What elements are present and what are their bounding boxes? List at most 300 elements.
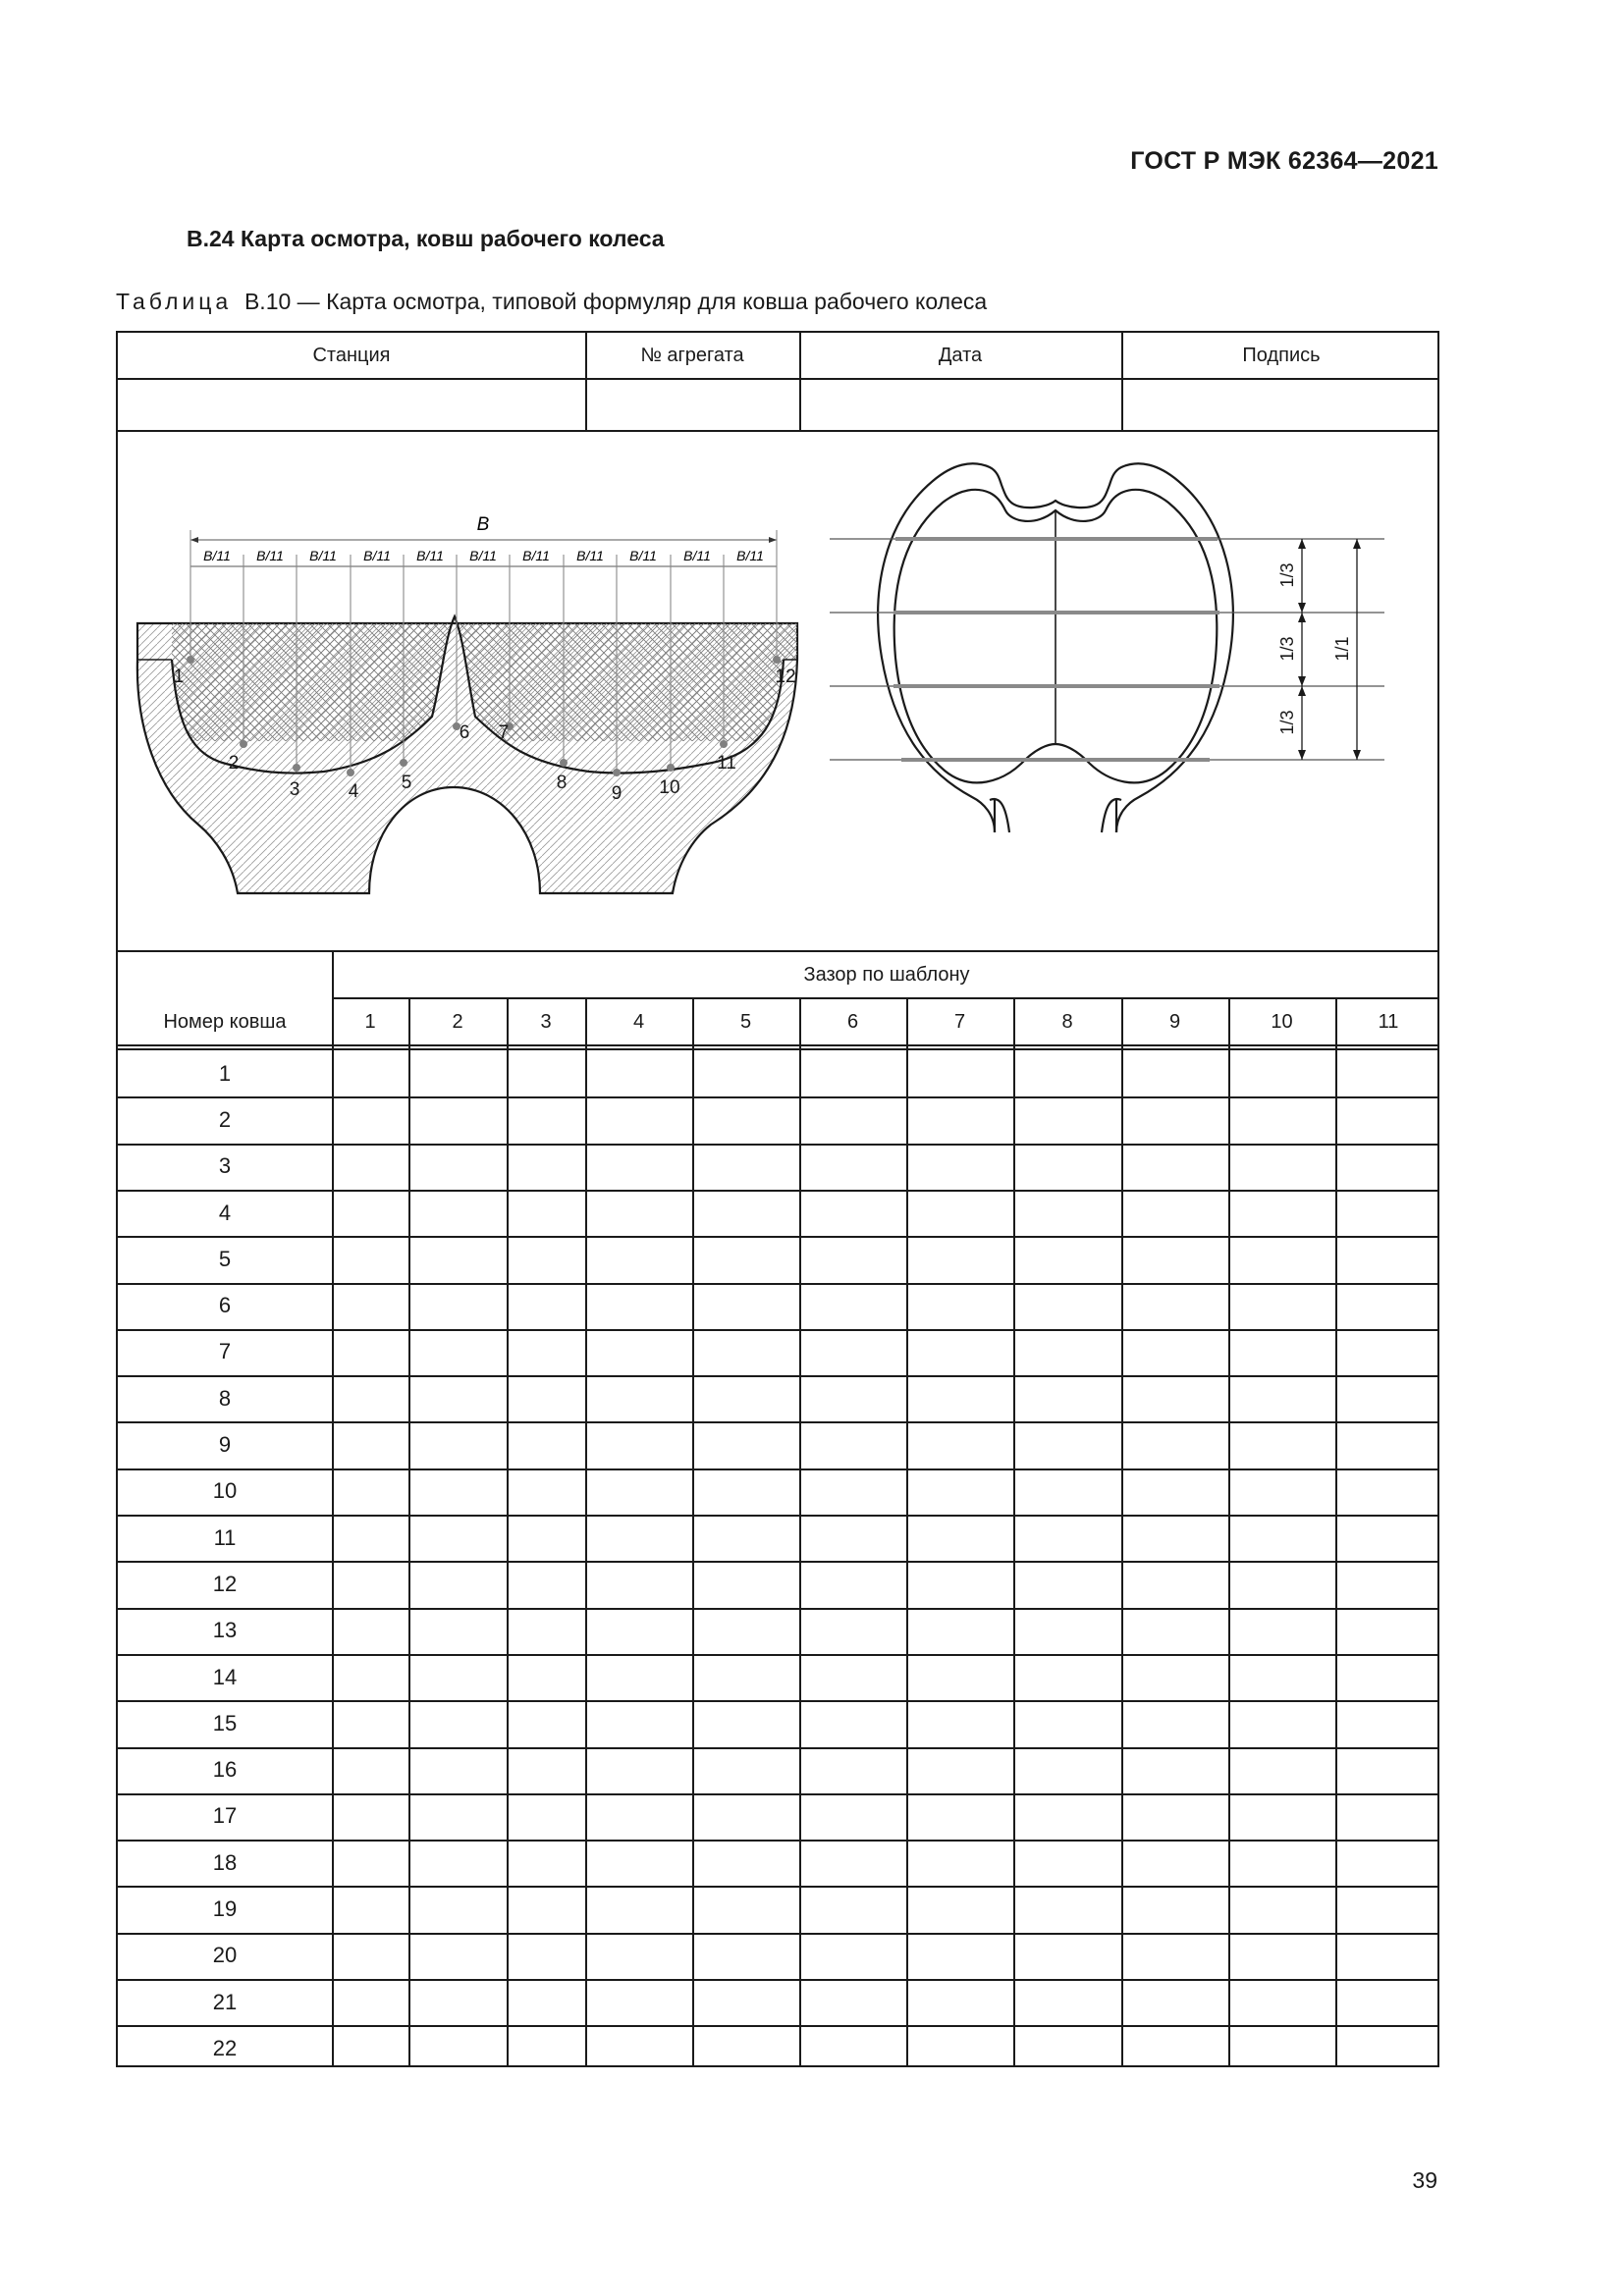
gap-entry-cell[interactable] [1335, 1979, 1441, 2025]
gap-entry-cell[interactable] [799, 1561, 906, 1607]
gap-entry-cell[interactable] [799, 1933, 906, 1979]
gap-entry-cell[interactable] [1013, 1747, 1121, 1793]
gap-entry-cell[interactable] [1335, 1236, 1441, 1282]
header-unit-number: № агрегата [640, 344, 744, 366]
gap-entry-cell[interactable] [585, 1096, 692, 1143]
gap-entry-cell[interactable] [906, 1468, 1013, 1515]
gap-entry-cell[interactable] [1335, 1283, 1441, 1329]
gap-entry-cell[interactable] [799, 1654, 906, 1700]
gap-entry-cell[interactable] [507, 1608, 585, 1654]
division-label-1: В/11 [203, 548, 231, 563]
division-label-2: В/11 [256, 548, 284, 563]
gap-entry-cell[interactable] [692, 1793, 799, 1840]
gap-entry-cell[interactable] [1013, 1190, 1121, 1236]
gap-entry-cell[interactable] [585, 1190, 692, 1236]
gap-entry-cell[interactable] [1228, 1608, 1335, 1654]
gap-entry-cell[interactable] [1013, 1144, 1121, 1190]
document-standard-header: ГОСТ Р МЭК 62364—2021 [1130, 147, 1438, 175]
gap-entry-cell[interactable] [585, 1515, 692, 1561]
gap-entry-cell[interactable] [332, 1050, 408, 1096]
gap-entry-cell[interactable] [1013, 1421, 1121, 1468]
gap-entry-cell[interactable] [692, 1283, 799, 1329]
gap-entry-cell[interactable] [1121, 1468, 1228, 1515]
gap-entry-cell[interactable] [692, 1747, 799, 1793]
gap-entry-cell[interactable] [1013, 2025, 1121, 2071]
gap-entry-cell[interactable] [507, 1840, 585, 1886]
gap-entry-cell[interactable] [906, 1236, 1013, 1282]
point-label-12: 12 [775, 667, 796, 687]
gap-entry-cell[interactable] [585, 1375, 692, 1421]
bucket-row-number: 18 [212, 1849, 238, 1875]
gap-entry-cell[interactable] [585, 1421, 692, 1468]
gap-entry-cell[interactable] [1121, 1840, 1228, 1886]
gap-entry-cell[interactable] [692, 1933, 799, 1979]
gap-entry-cell[interactable] [692, 1979, 799, 2025]
gap-entry-cell[interactable] [408, 1700, 507, 1746]
gap-entry-cell[interactable] [1228, 1793, 1335, 1840]
gap-entry-cell[interactable] [507, 1190, 585, 1236]
gap-entry-cell[interactable] [906, 1050, 1013, 1096]
gap-entry-cell[interactable] [332, 1700, 408, 1746]
gap-entry-cell[interactable] [585, 1840, 692, 1886]
gap-template-group-header: Зазор по шаблону [803, 963, 970, 986]
gap-entry-cell[interactable] [507, 1421, 585, 1468]
gap-entry-cell[interactable] [1121, 1654, 1228, 1700]
gap-entry-cell[interactable] [799, 1050, 906, 1096]
gap-entry-cell[interactable] [906, 1283, 1013, 1329]
gap-entry-cell[interactable] [906, 1840, 1013, 1886]
gap-entry-cell[interactable] [507, 1793, 585, 1840]
gap-entry-cell[interactable] [408, 1654, 507, 1700]
bucket-row-number: 15 [212, 1710, 238, 1735]
gap-entry-cell[interactable] [1228, 1933, 1335, 1979]
gap-entry-cell[interactable] [332, 1608, 408, 1654]
gap-entry-cell[interactable] [906, 1654, 1013, 1700]
gap-entry-cell[interactable] [692, 1096, 799, 1143]
gap-entry-cell[interactable] [906, 1515, 1013, 1561]
gap-entry-cell[interactable] [507, 1236, 585, 1282]
gap-entry-cell[interactable] [1013, 1329, 1121, 1375]
gap-entry-cell[interactable] [1228, 1886, 1335, 1932]
gap-entry-cell[interactable] [408, 1793, 507, 1840]
gap-entry-cell[interactable] [1228, 1515, 1335, 1561]
gap-entry-cell[interactable] [906, 1747, 1013, 1793]
gap-entry-cell[interactable] [692, 1515, 799, 1561]
gap-entry-cell[interactable] [799, 2025, 906, 2071]
gap-entry-cell[interactable] [1121, 1096, 1228, 1143]
gap-entry-cell[interactable] [408, 1050, 507, 1096]
bucket-row-number: 9 [218, 1432, 232, 1458]
header-signature: Подпись [1242, 344, 1321, 366]
gap-entry-cell[interactable] [799, 1700, 906, 1746]
column-number-header: 1 [364, 1010, 376, 1033]
bucket-row-number: 1 [218, 1060, 232, 1086]
gap-entry-cell[interactable] [1013, 1468, 1121, 1515]
gap-entry-cell[interactable] [408, 1515, 507, 1561]
gap-entry-cell[interactable] [692, 1190, 799, 1236]
gap-entry-cell[interactable] [1335, 1933, 1441, 1979]
gap-entry-cell[interactable] [1013, 1515, 1121, 1561]
gap-entry-cell[interactable] [408, 1190, 507, 1236]
gap-entry-cell[interactable] [799, 1979, 906, 2025]
gap-entry-cell[interactable] [1121, 1329, 1228, 1375]
point-label-9: 9 [611, 783, 623, 804]
gap-entry-cell[interactable] [332, 1886, 408, 1932]
gap-entry-cell[interactable] [799, 1190, 906, 1236]
gap-entry-cell[interactable] [1013, 1654, 1121, 1700]
gap-entry-cell[interactable] [1121, 1793, 1228, 1840]
gap-entry-cell[interactable] [1121, 1236, 1228, 1282]
gap-entry-cell[interactable] [692, 1144, 799, 1190]
gap-entry-cell[interactable] [1121, 1421, 1228, 1468]
gap-entry-cell[interactable] [585, 1933, 692, 1979]
division-label-9: В/11 [629, 548, 657, 563]
gap-entry-cell[interactable] [332, 1283, 408, 1329]
gap-entry-cell[interactable] [1335, 1700, 1441, 1746]
gap-entry-cell[interactable] [1121, 1886, 1228, 1932]
gap-entry-cell[interactable] [799, 1375, 906, 1421]
gap-entry-cell[interactable] [692, 1700, 799, 1746]
gap-entry-cell[interactable] [332, 1515, 408, 1561]
gap-entry-cell[interactable] [1228, 1283, 1335, 1329]
gap-entry-cell[interactable] [408, 1375, 507, 1421]
gap-entry-cell[interactable] [585, 1886, 692, 1932]
gap-entry-cell[interactable] [332, 1236, 408, 1282]
bucket-row-number: 14 [212, 1664, 238, 1689]
gap-entry-cell[interactable] [692, 1608, 799, 1654]
gap-entry-cell[interactable] [585, 1654, 692, 1700]
gap-entry-cell[interactable] [1228, 1096, 1335, 1143]
gap-entry-cell[interactable] [1228, 1654, 1335, 1700]
gap-entry-cell[interactable] [1335, 1096, 1441, 1143]
gap-entry-cell[interactable] [1335, 1468, 1441, 1515]
gap-entry-cell[interactable] [408, 1747, 507, 1793]
gap-entry-cell[interactable] [332, 1468, 408, 1515]
gap-entry-cell[interactable] [692, 1840, 799, 1886]
gap-entry-cell[interactable] [408, 1468, 507, 1515]
bucket-row-number: 2 [218, 1106, 232, 1132]
gap-entry-cell[interactable] [332, 1329, 408, 1375]
gap-entry-cell[interactable] [1013, 1283, 1121, 1329]
gap-entry-cell[interactable] [1335, 1515, 1441, 1561]
gap-entry-cell[interactable] [1228, 1840, 1335, 1886]
station-entry-field[interactable] [118, 380, 585, 429]
gap-entry-cell[interactable] [1335, 1561, 1441, 1607]
gap-entry-cell[interactable] [1013, 1700, 1121, 1746]
gap-entry-cell[interactable] [799, 1747, 906, 1793]
bucket-inspection-drawing [118, 432, 1437, 950]
gap-entry-cell[interactable] [1121, 1375, 1228, 1421]
gap-entry-cell[interactable] [507, 1933, 585, 1979]
inspection-form-table [116, 331, 1439, 2067]
gap-entry-cell[interactable] [507, 1468, 585, 1515]
gap-entry-cell[interactable] [692, 2025, 799, 2071]
division-label-6: В/11 [469, 548, 497, 563]
gap-entry-cell[interactable] [1335, 1608, 1441, 1654]
bucket-number-header: Номер ковша [163, 1010, 287, 1033]
gap-entry-cell[interactable] [1121, 1933, 1228, 1979]
signature-entry-field[interactable] [1121, 380, 1441, 429]
gap-entry-cell[interactable] [799, 1793, 906, 1840]
gap-entry-cell[interactable] [1335, 1050, 1441, 1096]
gap-entry-cell[interactable] [692, 1421, 799, 1468]
gap-entry-cell[interactable] [906, 2025, 1013, 2071]
bucket-row-number: 12 [212, 1571, 238, 1596]
gap-entry-cell[interactable] [1013, 1979, 1121, 2025]
gap-entry-cell[interactable] [906, 1793, 1013, 1840]
header-date: Дата [938, 344, 983, 366]
gap-entry-cell[interactable] [408, 2025, 507, 2071]
table-caption-label: Таблица [116, 289, 233, 314]
gap-entry-cell[interactable] [408, 1329, 507, 1375]
gap-entry-cell[interactable] [332, 1747, 408, 1793]
header-station: Станция [312, 344, 391, 366]
gap-entry-cell[interactable] [906, 1329, 1013, 1375]
gap-entry-cell[interactable] [1013, 1933, 1121, 1979]
gap-entry-cell[interactable] [1013, 1375, 1121, 1421]
gap-entry-cell[interactable] [408, 1840, 507, 1886]
gap-entry-cell[interactable] [799, 1283, 906, 1329]
gap-entry-cell[interactable] [906, 1190, 1013, 1236]
point-label-10: 10 [659, 777, 680, 798]
bucket-row-number: 11 [213, 1524, 237, 1550]
gap-entry-cell[interactable] [585, 1747, 692, 1793]
gap-entry-cell[interactable] [585, 1329, 692, 1375]
page-number: 39 [1412, 2167, 1437, 2193]
gap-entry-cell[interactable] [1335, 1421, 1441, 1468]
gap-entry-cell[interactable] [1121, 1190, 1228, 1236]
gap-entry-cell[interactable] [408, 1236, 507, 1282]
gap-entry-cell[interactable] [799, 1840, 906, 1886]
gap-entry-cell[interactable] [408, 1979, 507, 2025]
gap-entry-cell[interactable] [906, 1933, 1013, 1979]
gap-entry-cell[interactable] [507, 1050, 585, 1096]
gap-entry-cell[interactable] [1335, 2025, 1441, 2071]
gap-entry-cell[interactable] [799, 1515, 906, 1561]
gap-entry-cell[interactable] [1121, 1561, 1228, 1607]
gap-entry-cell[interactable] [1228, 1979, 1335, 2025]
gap-entry-cell[interactable] [906, 1979, 1013, 2025]
gap-entry-cell[interactable] [1121, 1144, 1228, 1190]
gap-entry-cell[interactable] [1121, 1515, 1228, 1561]
gap-entry-cell[interactable] [332, 1979, 408, 2025]
gap-entry-cell[interactable] [507, 1979, 585, 2025]
gap-entry-cell[interactable] [1121, 1050, 1228, 1096]
gap-entry-cell[interactable] [507, 1700, 585, 1746]
gap-entry-cell[interactable] [1335, 1747, 1441, 1793]
gap-entry-cell[interactable] [1228, 1050, 1335, 1096]
point-label-6: 6 [459, 722, 470, 743]
gap-entry-cell[interactable] [1228, 1144, 1335, 1190]
gap-entry-cell[interactable] [585, 1468, 692, 1515]
gap-entry-cell[interactable] [408, 1096, 507, 1143]
column-number-header: 9 [1168, 1010, 1181, 1033]
gap-entry-cell[interactable] [585, 1236, 692, 1282]
gap-entry-cell[interactable] [1013, 1236, 1121, 1282]
gap-entry-cell[interactable] [1013, 1840, 1121, 1886]
gap-entry-cell[interactable] [332, 1933, 408, 1979]
gap-entry-cell[interactable] [507, 1515, 585, 1561]
gap-entry-cell[interactable] [906, 1700, 1013, 1746]
column-number-header: 2 [452, 1010, 463, 1033]
bucket-row-number: 3 [218, 1153, 232, 1179]
bucket-plan-view [830, 463, 1384, 832]
bucket-row-number: 17 [212, 1803, 238, 1829]
gap-entry-cell[interactable] [332, 1654, 408, 1700]
gap-entry-cell[interactable] [585, 2025, 692, 2071]
gap-entry-cell[interactable] [1013, 1050, 1121, 1096]
point-label-5: 5 [401, 773, 412, 793]
gap-entry-cell[interactable] [1228, 1236, 1335, 1282]
gap-entry-cell[interactable] [906, 1561, 1013, 1607]
gap-entry-cell[interactable] [692, 1886, 799, 1932]
gap-entry-cell[interactable] [1335, 1793, 1441, 1840]
gap-entry-cell[interactable] [332, 1190, 408, 1236]
bucket-row-number: 10 [212, 1478, 238, 1504]
gap-entry-cell[interactable] [585, 1144, 692, 1190]
gap-entry-cell[interactable] [1013, 1608, 1121, 1654]
gap-entry-cell[interactable] [332, 1096, 408, 1143]
gap-entry-cell[interactable] [1335, 1654, 1441, 1700]
column-number-header: 5 [739, 1010, 752, 1033]
gap-entry-cell[interactable] [692, 1375, 799, 1421]
bucket-row-number: 8 [218, 1385, 232, 1411]
gap-entry-cell[interactable] [799, 1608, 906, 1654]
gap-entry-cell[interactable] [1335, 1375, 1441, 1421]
gap-entry-cell[interactable] [585, 1793, 692, 1840]
gap-entry-cell[interactable] [332, 1561, 408, 1607]
gap-entry-cell[interactable] [799, 1421, 906, 1468]
gap-entry-cell[interactable] [1228, 1329, 1335, 1375]
gap-entry-cell[interactable] [1228, 1421, 1335, 1468]
gap-entry-cell[interactable] [906, 1608, 1013, 1654]
gap-entry-cell[interactable] [585, 1561, 692, 1607]
gap-entry-cell[interactable] [332, 1421, 408, 1468]
full-label: 1/1 [1332, 636, 1352, 662]
bucket-row-number: 21 [212, 1989, 238, 2014]
gap-entry-cell[interactable] [1121, 1979, 1228, 2025]
gap-entry-cell[interactable] [1335, 1144, 1441, 1190]
gap-entry-cell[interactable] [507, 1886, 585, 1932]
gap-entry-cell[interactable] [507, 1654, 585, 1700]
unit-number-entry-field[interactable] [585, 380, 799, 429]
gap-entry-cell[interactable] [799, 1236, 906, 1282]
point-label-3: 3 [289, 779, 300, 800]
gap-entry-cell[interactable] [799, 1096, 906, 1143]
gap-entry-cell[interactable] [1228, 1561, 1335, 1607]
column-number-header: 10 [1271, 1010, 1293, 1033]
gap-entry-cell[interactable] [1121, 1283, 1228, 1329]
gap-entry-cell[interactable] [906, 1421, 1013, 1468]
gap-entry-cell[interactable] [1121, 1608, 1228, 1654]
gap-entry-cell[interactable] [408, 1561, 507, 1607]
gap-entry-cell[interactable] [1228, 1747, 1335, 1793]
bucket-cross-section [137, 514, 797, 893]
gap-entry-cell[interactable] [332, 1375, 408, 1421]
gap-entry-cell[interactable] [1335, 1190, 1441, 1236]
gap-entry-cell[interactable] [408, 1144, 507, 1190]
gap-entry-cell[interactable] [692, 1236, 799, 1282]
gap-entry-cell[interactable] [1228, 2025, 1335, 2071]
division-label-10: В/11 [683, 548, 711, 563]
gap-entry-cell[interactable] [507, 1747, 585, 1793]
gap-entry-cell[interactable] [408, 1933, 507, 1979]
gap-entry-cell[interactable] [1013, 1096, 1121, 1143]
gap-entry-cell[interactable] [906, 1144, 1013, 1190]
gap-entry-cell[interactable] [507, 1283, 585, 1329]
gap-entry-cell[interactable] [692, 1050, 799, 1096]
division-label-3: В/11 [309, 548, 337, 563]
gap-entry-cell[interactable] [799, 1886, 906, 1932]
gap-entry-cell[interactable] [1335, 1329, 1441, 1375]
gap-entry-cell[interactable] [906, 1096, 1013, 1143]
column-number-header: 11 [1378, 1010, 1399, 1033]
gap-entry-cell[interactable] [692, 1654, 799, 1700]
gap-entry-cell[interactable] [585, 1608, 692, 1654]
gap-entry-cell[interactable] [408, 1886, 507, 1932]
gap-entry-cell[interactable] [1013, 1886, 1121, 1932]
gap-entry-cell[interactable] [1228, 1190, 1335, 1236]
gap-entry-cell[interactable] [332, 1793, 408, 1840]
point-label-1: 1 [173, 667, 185, 687]
bucket-row-number: 4 [218, 1200, 232, 1225]
third-label-bottom: 1/3 [1277, 710, 1297, 735]
gap-entry-cell[interactable] [507, 2025, 585, 2071]
table-caption-text: В.10 — Карта осмотра, типовой формуляр для ковша рабочего колеса [244, 289, 988, 314]
gap-entry-cell[interactable] [1121, 1700, 1228, 1746]
gap-entry-cell[interactable] [1121, 1747, 1228, 1793]
gap-entry-cell[interactable] [1013, 1561, 1121, 1607]
gap-entry-cell[interactable] [799, 1468, 906, 1515]
gap-entry-cell[interactable] [1013, 1793, 1121, 1840]
gap-entry-cell[interactable] [507, 1144, 585, 1190]
third-label-top: 1/3 [1277, 562, 1297, 588]
gap-entry-cell[interactable] [906, 1375, 1013, 1421]
gap-entry-cell[interactable] [1335, 1840, 1441, 1886]
gap-entry-cell[interactable] [507, 1561, 585, 1607]
gap-entry-cell[interactable] [408, 1608, 507, 1654]
gap-entry-cell[interactable] [692, 1561, 799, 1607]
column-number-header: 3 [540, 1010, 552, 1033]
gap-entry-cell[interactable] [585, 1979, 692, 2025]
gap-entry-cell[interactable] [585, 1050, 692, 1096]
gap-entry-cell[interactable] [692, 1468, 799, 1515]
gap-entry-cell[interactable] [408, 1283, 507, 1329]
gap-entry-cell[interactable] [332, 1144, 408, 1190]
gap-entry-cell[interactable] [1121, 2025, 1228, 2071]
gap-entry-cell[interactable] [1228, 1468, 1335, 1515]
gap-entry-cell[interactable] [1228, 1375, 1335, 1421]
gap-entry-cell[interactable] [507, 1096, 585, 1143]
gap-entry-cell[interactable] [906, 1886, 1013, 1932]
gap-entry-cell[interactable] [507, 1329, 585, 1375]
gap-entry-cell[interactable] [332, 2025, 408, 2071]
bucket-row-number: 22 [212, 2035, 238, 2060]
date-entry-field[interactable] [799, 380, 1121, 429]
bucket-row-number: 16 [212, 1757, 238, 1783]
gap-entry-cell[interactable] [799, 1144, 906, 1190]
gap-entry-cell[interactable] [585, 1700, 692, 1746]
gap-entry-cell[interactable] [799, 1329, 906, 1375]
gap-entry-cell[interactable] [692, 1329, 799, 1375]
gap-entry-cell[interactable] [332, 1840, 408, 1886]
point-label-2: 2 [228, 753, 240, 774]
gap-entry-cell[interactable] [1335, 1886, 1441, 1932]
gap-entry-cell[interactable] [1228, 1700, 1335, 1746]
gap-entry-cell[interactable] [507, 1375, 585, 1421]
gap-entry-cell[interactable] [585, 1283, 692, 1329]
gap-entry-cell[interactable] [408, 1421, 507, 1468]
